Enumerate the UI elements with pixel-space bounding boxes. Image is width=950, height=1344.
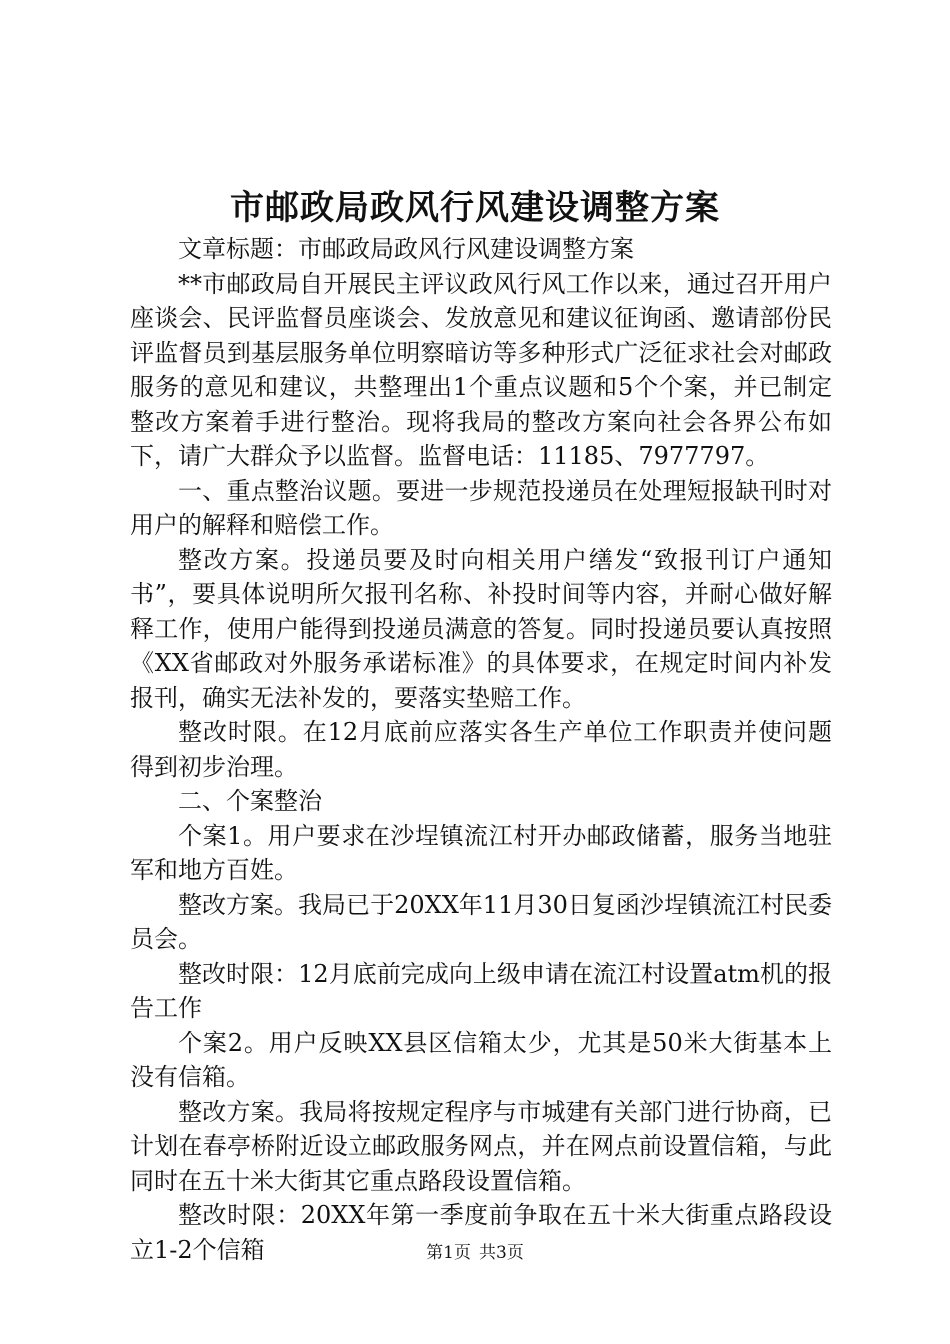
page-number-current: 第1页 xyxy=(426,1243,471,1263)
case-1: 个案1。用户要求在沙埕镇流江村开办邮政储蓄，服务当地驻军和地方百姓。 xyxy=(130,821,832,884)
article-title-line: 文章标题：市邮政局政风行风建设调整方案 xyxy=(178,235,634,263)
page-number-total: 共3页 xyxy=(479,1243,524,1263)
intro-paragraph: **市邮政局自开展民主评议政风行风工作以来，通过召开用户座谈会、民评监督员座谈会、发放意见和建议征询函、邀请部份民评监督员到基层服务单位明察暗访等多种形式广泛征求社会对邮政服务的意见和建议，共整理出1个重点议题和5个个案，并已制定整改方案着手进行整治。现将我局的整改方案向社会各界公布如下，请广大群众予以监督。监督电话：11185、7977797。 xyxy=(130,269,832,470)
document-title: 市邮政局政风行风建设调整方案 xyxy=(230,188,720,228)
page-footer xyxy=(0,1241,950,1265)
key-issue-plan: 整改方案。投递员要及时向相关用户缮发“致报刊订户通知书”，要具体说明所欠报刊名称、补投时间等内容，并耐心做好解释工作，使用户能得到投递员满意的答复。同时投递员要认真按照《XX省邮政对外服务承诺标准》的具体要求，在规定时间内补发报刊，确实无法补发的，要落实垫赔工作。 xyxy=(130,545,832,712)
case-1-deadline: 整改时限：12月底前完成向上级申请在流江村设置atm机的报告工作 xyxy=(130,959,832,1022)
document-body xyxy=(130,232,832,1267)
section-key-issue: 一、重点整治议题。要进一步规范投递员在处理短报缺刊时对用户的解释和赔偿工作。 xyxy=(130,476,832,539)
case-2-plan: 整改方案。我局将按规定程序与市城建有关部门进行协商，已计划在春亭桥附近设立邮政服务网点，并在网点前设置信箱，与此同时在五十米大街其它重点路段设置信箱。 xyxy=(130,1097,832,1195)
section-cases-heading: 二、个案整治 xyxy=(178,787,322,815)
case-1-plan: 整改方案。我局已于20XX年11月30日复函沙埕镇流江村民委员会。 xyxy=(130,890,832,953)
case-2-deadline: 整改时限：20XX年第一季度前争取在五十米大街重点路段设立1-2个信箱 xyxy=(130,1201,832,1264)
key-issue-deadline: 整改时限。在12月底前应落实各生产单位工作职责并使问题得到初步治理。 xyxy=(130,718,832,781)
case-2: 个案2。用户反映XX县区信箱太少，尤其是50米大街基本上没有信箱。 xyxy=(130,1028,832,1091)
